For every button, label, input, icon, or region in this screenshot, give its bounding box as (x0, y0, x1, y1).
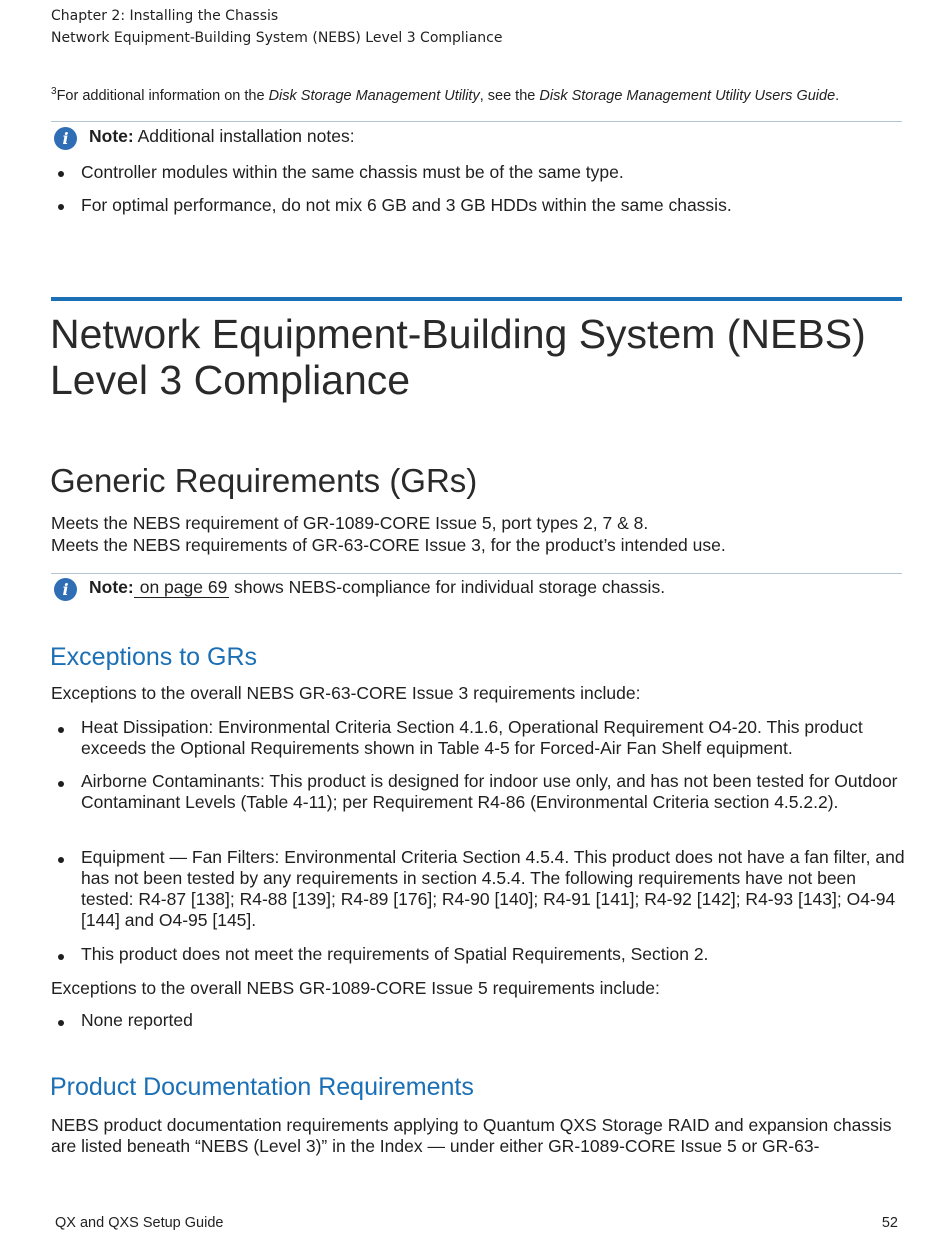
running-header-section: Network Equipment-Building System (NEBS) Level 3 Compliance (51, 30, 503, 46)
page-title: Network Equipment-Building System (NEBS) Level 3 Compliance (50, 311, 866, 403)
note-text: shows NEBS-compliance for individual storage chassis. (229, 577, 666, 597)
heading-product-documentation: Product Documentation Requirements (50, 1073, 474, 1101)
bullet-marker (58, 954, 64, 960)
list-item: None reported (81, 1010, 193, 1030)
note-label: Note: (89, 126, 134, 146)
footnote-text-before: For additional information on the (56, 88, 269, 104)
exceptions-intro-gr63: Exceptions to the overall NEBS GR-63-CORE Issue 3 requirements include: (51, 683, 641, 703)
footnote-text-middle: , see the (479, 88, 540, 104)
bullet-marker (58, 204, 64, 210)
list-item: Controller modules within the same chassis must be of the same type. (81, 162, 624, 182)
product-docs-paragraph: NEBS product documentation requirements applying to Quantum QXS Storage RAID and expansion chassis are listed beneath “NEBS (Level 3)” in the Index — under either GR-1089-CORE Issue 5 or GR-63- (51, 1115, 892, 1156)
bullet-marker (58, 781, 64, 787)
info-icon: i (54, 578, 77, 601)
gr-line-1: Meets the NEBS requirement of GR-1089-CORE Issue 5, port types 2, 7 & 8. (51, 513, 649, 533)
footnote-number: 3 (51, 86, 57, 97)
list-item: This product does not meet the requirements of Spatial Requirements, Section 2. (81, 944, 709, 964)
note-additional-installation (89, 124, 355, 148)
footnote-text-after: . (835, 88, 840, 104)
footnote (51, 82, 839, 106)
section-rule (51, 297, 902, 301)
list-item: For optimal performance, do not mix 6 GB and 3 GB HDDs within the same chassis. (81, 195, 732, 215)
note-divider (51, 121, 902, 122)
exceptions-intro-gr1089: Exceptions to the overall NEBS GR-1089-CORE Issue 5 requirements include: (51, 978, 660, 998)
note-text: Additional installation notes: (133, 126, 355, 146)
note-nebs-compliance (89, 575, 665, 599)
heading-exceptions: Exceptions to GRs (50, 643, 258, 671)
info-icon: i (54, 127, 77, 150)
note-divider (51, 573, 902, 574)
note-label: Note: (89, 577, 134, 597)
bullet-marker (58, 171, 64, 177)
footnote-title-1: Disk Storage Management Utility (268, 88, 480, 104)
page-link[interactable]: on page 69 (134, 577, 230, 598)
list-item: Airborne Contaminants: This product is designed for indoor use only, and has not been tested for Outdoor Contaminant Levels (Table 4-11); per Requirement R4-86 (Environmental Criteria section 4.5.2.2). (81, 771, 898, 812)
bullet-marker (58, 727, 64, 733)
footer-page-number: 52 (881, 1215, 898, 1231)
footer-guide-title: QX and QXS Setup Guide (55, 1215, 224, 1231)
list-item: Equipment — Fan Filters: Environmental Criteria Section 4.5.4. This product does not have a fan filter, and has not been tested by any requirements in section 4.5.4. The following requirements have not been tested: R4-87 [138]; R4-88 [139]; R4-89 [176]; R4-90 [140]; R4-91 [141]; R4-92 [142]; R4-93 [143]; O4-94 [144] and O4-95 [145]. (81, 847, 905, 930)
gr-line-2: Meets the NEBS requirements of GR-63-CORE Issue 3, for the product’s intended use. (51, 535, 726, 555)
bullet-marker (58, 1020, 64, 1026)
heading-generic-requirements: Generic Requirements (GRs) (50, 462, 478, 499)
running-header-chapter: Chapter 2: Installing the Chassis (51, 8, 279, 24)
footnote-title-2: Disk Storage Management Utility Users Guide (539, 88, 836, 104)
list-item: Heat Dissipation: Environmental Criteria Section 4.1.6, Operational Requirement O4-20. This product exceeds the Optional Requirements shown in Table 4-5 for Forced-Air Fan Shelf equipment. (81, 717, 863, 758)
bullet-marker (58, 857, 64, 863)
